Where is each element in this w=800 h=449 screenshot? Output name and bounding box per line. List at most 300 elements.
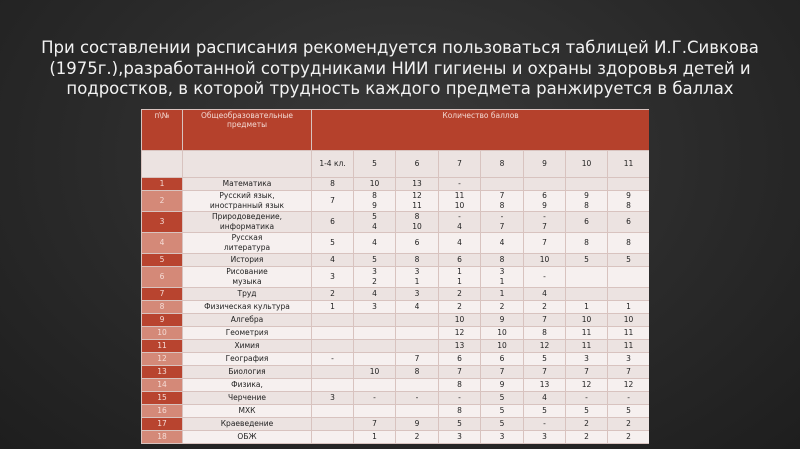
score-cell bbox=[354, 233, 396, 254]
difficulty-table-container bbox=[141, 109, 649, 449]
score-cell bbox=[396, 327, 439, 340]
table-row bbox=[142, 178, 650, 191]
score-cell bbox=[524, 314, 566, 327]
score-cell bbox=[566, 366, 608, 379]
score-value: 3 bbox=[372, 302, 377, 311]
score-cell bbox=[312, 353, 354, 366]
score-value: 8 bbox=[414, 212, 420, 221]
score-value: 13 bbox=[539, 380, 550, 389]
score-cell bbox=[566, 431, 608, 444]
score-cell bbox=[524, 288, 566, 301]
row-number: 12 bbox=[142, 353, 183, 366]
score-value: 3 bbox=[499, 267, 505, 276]
subject-line: ОБЖ bbox=[237, 432, 257, 441]
subject-line: Русская bbox=[231, 233, 263, 242]
subject-name bbox=[183, 392, 312, 405]
row-number: 17 bbox=[142, 418, 183, 431]
score-cell bbox=[312, 392, 354, 405]
score-value: 4 bbox=[457, 238, 462, 247]
score-cell bbox=[312, 267, 354, 288]
score-cell bbox=[312, 288, 354, 301]
score-cell bbox=[439, 301, 481, 314]
score-cell bbox=[439, 233, 481, 254]
score-cell bbox=[608, 379, 650, 392]
subject-name bbox=[183, 314, 312, 327]
score-value: 4 bbox=[414, 302, 420, 311]
score-cell bbox=[354, 254, 396, 267]
score-value: 10 bbox=[623, 315, 634, 324]
score-cell bbox=[354, 178, 396, 191]
table-row bbox=[142, 353, 650, 366]
header-num: п\№ bbox=[142, 110, 183, 151]
score-value: 1 bbox=[457, 267, 462, 276]
score-cell bbox=[524, 191, 566, 212]
score-value: 3 bbox=[584, 354, 589, 363]
score-value: 11 bbox=[454, 191, 465, 200]
score-value: 3 bbox=[330, 272, 335, 281]
score-value: 2 bbox=[499, 302, 505, 311]
score-cell bbox=[608, 353, 650, 366]
score-value: - bbox=[543, 272, 546, 281]
score-cell bbox=[439, 212, 481, 233]
subject-name bbox=[183, 366, 312, 379]
score-value: 5 bbox=[626, 406, 631, 415]
score-value: 7 bbox=[584, 367, 589, 376]
subject-name bbox=[183, 379, 312, 392]
row-number: 18 bbox=[142, 431, 183, 444]
score-value: 4 bbox=[372, 238, 377, 247]
score-value: 5 bbox=[499, 419, 505, 428]
subject-name bbox=[183, 301, 312, 314]
table-header-row bbox=[142, 110, 650, 151]
score-cell bbox=[312, 327, 354, 340]
score-value: - bbox=[543, 419, 546, 428]
row-number: 7 bbox=[142, 288, 183, 301]
score-value: 5 bbox=[499, 406, 505, 415]
row-number: 2 bbox=[142, 191, 183, 212]
score-value: 4 bbox=[372, 289, 377, 298]
subject-line: Русский язык, bbox=[219, 191, 275, 200]
row-number: 15 bbox=[142, 392, 183, 405]
subject-name bbox=[183, 267, 312, 288]
subject-line: Физическая культура bbox=[204, 302, 290, 311]
table-row bbox=[142, 340, 650, 353]
score-cell bbox=[439, 405, 481, 418]
score-value: 9 bbox=[499, 315, 505, 324]
score-value: 7 bbox=[457, 367, 462, 376]
score-cell bbox=[524, 301, 566, 314]
score-cell bbox=[396, 191, 439, 212]
score-value: 8 bbox=[330, 179, 335, 188]
score-cell bbox=[354, 301, 396, 314]
score-cell bbox=[608, 314, 650, 327]
score-cell bbox=[481, 254, 524, 267]
score-cell bbox=[439, 353, 481, 366]
score-cell bbox=[566, 267, 608, 288]
table-row bbox=[142, 418, 650, 431]
grade-header: 5 bbox=[354, 151, 396, 178]
score-cell bbox=[312, 379, 354, 392]
subject-line: Труд bbox=[237, 289, 257, 298]
score-cell bbox=[566, 288, 608, 301]
subject-name bbox=[183, 340, 312, 353]
row-number: 3 bbox=[142, 212, 183, 233]
subject-line: Черчение bbox=[228, 393, 266, 402]
row-number: 9 bbox=[142, 314, 183, 327]
score-cell bbox=[481, 178, 524, 191]
table-row bbox=[142, 392, 650, 405]
score-value: 5 bbox=[542, 354, 547, 363]
slide-title: При составлении расписания рекомендуется пользоваться таблицей И.Г.Сивкова (1975г.),разработанной сотрудниками НИИ гигиены и охраны здоровья детей и подростков, в которой трудность каждого предмета ранжируется в баллах bbox=[41, 38, 759, 98]
score-cell bbox=[396, 314, 439, 327]
score-value: 5 bbox=[584, 406, 589, 415]
score-value: 12 bbox=[581, 380, 592, 389]
score-cell bbox=[396, 392, 439, 405]
score-value: 3 bbox=[372, 267, 377, 276]
score-cell bbox=[312, 340, 354, 353]
table-row bbox=[142, 233, 650, 254]
score-value: - bbox=[373, 393, 376, 402]
score-value: 4 bbox=[330, 255, 335, 264]
score-value: 3 bbox=[542, 432, 547, 441]
score-cell bbox=[312, 254, 354, 267]
score-cell bbox=[439, 178, 481, 191]
score-value: 7 bbox=[372, 419, 377, 428]
score-value: 1 bbox=[499, 277, 505, 286]
score-value: 10 bbox=[454, 315, 465, 324]
score-cell bbox=[481, 233, 524, 254]
subject-name bbox=[183, 212, 312, 233]
grades-subject-blank bbox=[183, 151, 312, 178]
score-cell bbox=[396, 178, 439, 191]
row-number: 11 bbox=[142, 340, 183, 353]
subject-line: МХК bbox=[238, 406, 256, 415]
score-cell bbox=[312, 233, 354, 254]
score-value: 10 bbox=[581, 315, 592, 324]
score-value: 9 bbox=[626, 191, 631, 200]
score-value: 6 bbox=[457, 255, 462, 264]
score-value: 2 bbox=[414, 432, 420, 441]
score-cell bbox=[439, 418, 481, 431]
score-value: 10 bbox=[412, 222, 422, 231]
score-cell bbox=[524, 212, 566, 233]
score-cell bbox=[608, 288, 650, 301]
score-cell bbox=[439, 191, 481, 212]
score-value: 4 bbox=[542, 289, 547, 298]
score-cell bbox=[354, 418, 396, 431]
score-value: 8 bbox=[457, 406, 462, 415]
score-cell bbox=[566, 301, 608, 314]
score-cell bbox=[312, 191, 354, 212]
score-cell bbox=[354, 267, 396, 288]
score-cell bbox=[481, 353, 524, 366]
score-cell bbox=[481, 191, 524, 212]
score-cell bbox=[312, 366, 354, 379]
score-value: 7 bbox=[542, 315, 547, 324]
score-cell bbox=[481, 405, 524, 418]
score-cell bbox=[439, 392, 481, 405]
score-cell bbox=[481, 379, 524, 392]
score-cell bbox=[396, 212, 439, 233]
score-cell bbox=[608, 212, 650, 233]
subject-name bbox=[183, 418, 312, 431]
grades-row bbox=[142, 151, 650, 178]
table-row bbox=[142, 379, 650, 392]
score-value: - bbox=[458, 179, 461, 188]
score-cell bbox=[439, 366, 481, 379]
score-cell bbox=[354, 327, 396, 340]
score-value: 8 bbox=[499, 255, 505, 264]
score-value: 1 bbox=[626, 302, 631, 311]
score-cell bbox=[481, 431, 524, 444]
grade-header: 8 bbox=[481, 151, 524, 178]
score-value: 5 bbox=[584, 255, 589, 264]
score-cell bbox=[608, 366, 650, 379]
score-value: 8 bbox=[584, 238, 589, 247]
subject-name bbox=[183, 233, 312, 254]
score-cell bbox=[524, 327, 566, 340]
subject-name bbox=[183, 327, 312, 340]
score-cell bbox=[566, 191, 608, 212]
score-value: 1 bbox=[499, 289, 505, 298]
score-value: 8 bbox=[584, 201, 589, 210]
score-cell bbox=[354, 314, 396, 327]
score-cell bbox=[354, 288, 396, 301]
score-cell bbox=[354, 379, 396, 392]
score-value: 4 bbox=[542, 393, 547, 402]
score-cell bbox=[354, 340, 396, 353]
score-value: 3 bbox=[626, 354, 631, 363]
score-cell bbox=[524, 418, 566, 431]
subject-line: История bbox=[230, 255, 264, 264]
score-cell bbox=[566, 392, 608, 405]
score-value: 5 bbox=[542, 406, 547, 415]
score-value: 4 bbox=[372, 222, 377, 231]
row-number: 14 bbox=[142, 379, 183, 392]
score-cell bbox=[481, 340, 524, 353]
subject-line: Биология bbox=[228, 367, 266, 376]
score-value: 1 bbox=[414, 277, 420, 286]
score-cell bbox=[524, 405, 566, 418]
grade-header: 9 bbox=[524, 151, 566, 178]
score-cell bbox=[566, 405, 608, 418]
score-cell bbox=[481, 366, 524, 379]
grade-header: 6 bbox=[396, 151, 439, 178]
score-value: 10 bbox=[497, 341, 507, 350]
table-row bbox=[142, 212, 650, 233]
score-cell bbox=[396, 366, 439, 379]
score-value: 8 bbox=[372, 191, 377, 200]
score-value: 7 bbox=[330, 196, 335, 205]
score-value: 6 bbox=[584, 217, 589, 226]
score-value: 3 bbox=[414, 289, 420, 298]
score-value: 7 bbox=[542, 238, 547, 247]
score-value: 7 bbox=[414, 354, 420, 363]
score-value: 3 bbox=[330, 393, 335, 402]
score-cell bbox=[396, 418, 439, 431]
score-cell bbox=[608, 431, 650, 444]
score-cell bbox=[439, 327, 481, 340]
table-row bbox=[142, 267, 650, 288]
score-cell bbox=[524, 353, 566, 366]
score-value: 11 bbox=[581, 328, 592, 337]
score-cell bbox=[608, 405, 650, 418]
score-value: 6 bbox=[542, 191, 547, 200]
score-value: 11 bbox=[581, 341, 592, 350]
score-value: 2 bbox=[584, 432, 589, 441]
score-cell bbox=[312, 314, 354, 327]
score-value: 2 bbox=[626, 432, 631, 441]
score-cell bbox=[439, 340, 481, 353]
score-cell bbox=[608, 233, 650, 254]
score-cell bbox=[481, 392, 524, 405]
subject-name bbox=[183, 431, 312, 444]
score-value: 9 bbox=[372, 201, 377, 210]
score-cell bbox=[312, 431, 354, 444]
score-cell bbox=[396, 379, 439, 392]
score-cell bbox=[439, 314, 481, 327]
score-value: 8 bbox=[626, 201, 631, 210]
row-number: 8 bbox=[142, 301, 183, 314]
score-cell bbox=[608, 327, 650, 340]
subject-line: География bbox=[225, 354, 269, 363]
score-cell bbox=[524, 254, 566, 267]
score-value: 12 bbox=[412, 191, 422, 200]
score-value: 2 bbox=[626, 419, 631, 428]
score-value: 1 bbox=[584, 302, 589, 311]
row-number: 4 bbox=[142, 233, 183, 254]
table-row bbox=[142, 288, 650, 301]
score-value: 3 bbox=[499, 432, 505, 441]
header-points: Количество баллов bbox=[312, 110, 650, 151]
table-row bbox=[142, 314, 650, 327]
score-value: 6 bbox=[457, 354, 462, 363]
table-row bbox=[142, 405, 650, 418]
difficulty-table bbox=[141, 109, 649, 444]
score-cell bbox=[396, 405, 439, 418]
score-value: - bbox=[543, 212, 546, 221]
score-value: 12 bbox=[454, 328, 465, 337]
subject-line: Химия bbox=[234, 341, 260, 350]
score-cell bbox=[566, 178, 608, 191]
score-cell bbox=[396, 288, 439, 301]
score-value: - bbox=[585, 393, 588, 402]
subject-name bbox=[183, 254, 312, 267]
grade-header: 11 bbox=[608, 151, 650, 178]
row-number: 1 bbox=[142, 178, 183, 191]
score-value: 8 bbox=[499, 201, 505, 210]
score-value: 2 bbox=[457, 289, 462, 298]
score-value: 1 bbox=[330, 302, 335, 311]
score-value: 7 bbox=[542, 367, 547, 376]
score-value: 1 bbox=[372, 432, 377, 441]
subject-line: Алгебра bbox=[230, 315, 264, 324]
score-value: 5 bbox=[330, 238, 335, 247]
score-cell bbox=[566, 418, 608, 431]
subject-line: Геометрия bbox=[225, 328, 269, 337]
score-value: 7 bbox=[499, 222, 505, 231]
table-row bbox=[142, 366, 650, 379]
score-cell bbox=[396, 267, 439, 288]
score-cell bbox=[481, 301, 524, 314]
score-cell bbox=[608, 392, 650, 405]
score-cell bbox=[396, 301, 439, 314]
score-cell bbox=[312, 405, 354, 418]
subject-name bbox=[183, 405, 312, 418]
score-value: 6 bbox=[626, 217, 631, 226]
score-value: - bbox=[627, 393, 630, 402]
score-cell bbox=[312, 178, 354, 191]
score-value: 13 bbox=[412, 179, 422, 188]
score-cell bbox=[396, 340, 439, 353]
score-cell bbox=[524, 379, 566, 392]
header-subject: Общеобразовательные предметы bbox=[183, 110, 312, 151]
score-value: 3 bbox=[414, 267, 420, 276]
score-value: 9 bbox=[499, 380, 505, 389]
subject-name bbox=[183, 288, 312, 301]
row-number: 5 bbox=[142, 254, 183, 267]
subject-line: Математика bbox=[222, 179, 272, 188]
score-value: 9 bbox=[542, 201, 547, 210]
score-cell bbox=[481, 212, 524, 233]
score-value: 11 bbox=[623, 341, 634, 350]
score-value: 11 bbox=[412, 201, 422, 210]
score-value: 2 bbox=[372, 277, 377, 286]
score-cell bbox=[312, 212, 354, 233]
score-cell bbox=[608, 178, 650, 191]
score-cell bbox=[481, 418, 524, 431]
score-cell bbox=[566, 233, 608, 254]
score-cell bbox=[354, 191, 396, 212]
score-cell bbox=[354, 431, 396, 444]
score-cell bbox=[608, 301, 650, 314]
score-cell bbox=[608, 418, 650, 431]
score-value: 7 bbox=[499, 191, 505, 200]
score-value: 3 bbox=[457, 432, 462, 441]
score-cell bbox=[439, 254, 481, 267]
score-cell bbox=[566, 353, 608, 366]
score-value: - bbox=[331, 354, 334, 363]
score-value: 8 bbox=[414, 367, 420, 376]
score-cell bbox=[566, 254, 608, 267]
score-cell bbox=[524, 340, 566, 353]
subject-line: музыка bbox=[232, 277, 262, 286]
score-value: 2 bbox=[542, 302, 547, 311]
row-number: 6 bbox=[142, 267, 183, 288]
subject-line: Физика, bbox=[231, 380, 263, 389]
score-value: 6 bbox=[499, 354, 505, 363]
score-value: 13 bbox=[454, 341, 465, 350]
score-value: 8 bbox=[414, 255, 420, 264]
score-cell bbox=[396, 233, 439, 254]
table-row bbox=[142, 431, 650, 444]
score-cell bbox=[566, 212, 608, 233]
score-value: 4 bbox=[457, 222, 462, 231]
score-value: 11 bbox=[623, 328, 634, 337]
subject-line: Рисование bbox=[226, 267, 268, 276]
subject-line: информатика bbox=[219, 222, 275, 231]
subject-line: литература bbox=[223, 243, 271, 252]
score-value: 6 bbox=[414, 238, 420, 247]
score-value: 7 bbox=[626, 367, 631, 376]
table-row bbox=[142, 254, 650, 267]
score-value: 6 bbox=[330, 217, 335, 226]
score-cell bbox=[396, 254, 439, 267]
subject-name bbox=[183, 353, 312, 366]
score-value: 12 bbox=[623, 380, 634, 389]
score-cell bbox=[439, 288, 481, 301]
score-value: 5 bbox=[372, 255, 377, 264]
